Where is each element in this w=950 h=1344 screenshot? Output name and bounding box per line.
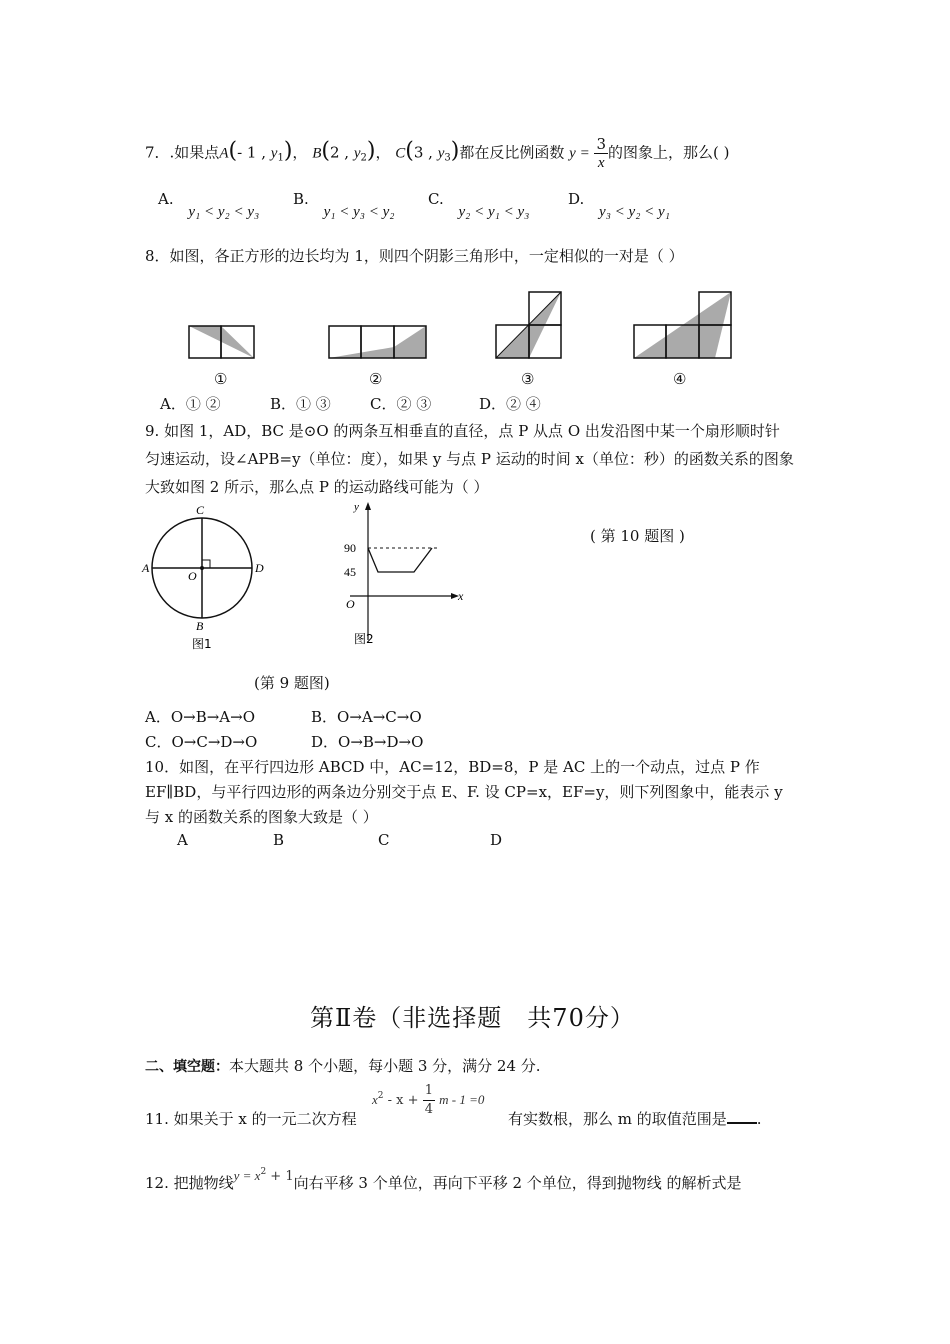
q9-figure-2-graph bbox=[340, 500, 470, 650]
q9-figure-1-circle bbox=[140, 500, 275, 655]
section-2-header bbox=[145, 1055, 541, 1076]
q9-label-c: C bbox=[196, 503, 205, 517]
q7-sub1: 1 bbox=[277, 152, 284, 164]
q7-option-a-expr: y₁ < y₂ < y₃ bbox=[188, 204, 260, 220]
q7-option-b-label: B. bbox=[293, 190, 309, 208]
q9-tick-45: 45 bbox=[344, 565, 356, 579]
q10-figure-caption: ( 第 10 题图 ) bbox=[590, 527, 685, 545]
q8-option-a: A．① ② bbox=[160, 395, 221, 413]
q7-y3: y bbox=[437, 145, 445, 162]
q9-figure-caption: (第 9 题图) bbox=[254, 674, 330, 692]
q12-eq: y = x bbox=[233, 1168, 261, 1183]
q7-option-b bbox=[293, 190, 395, 220]
q11-suffix-text: 有实数根，那么 m 的取值范围是 bbox=[508, 1110, 727, 1128]
q8-option-d: D．② ④ bbox=[479, 395, 541, 413]
part-2-title: 第Ⅱ卷（非选择题 共70分） bbox=[310, 1004, 635, 1032]
q11-suffix bbox=[508, 1108, 762, 1129]
q9-label-d: D bbox=[255, 561, 264, 575]
q7-option-d-label: D. bbox=[568, 190, 585, 208]
q7-c-x: 3 bbox=[413, 143, 424, 162]
q12-suffix: 向右平移 3 个单位，再向下平移 2 个单位，得到抛物线 的解析式是 bbox=[293, 1174, 742, 1192]
q7-y1: y bbox=[270, 145, 278, 162]
q11-prefix: 11. 如果关于 x 的一元二次方程 bbox=[145, 1110, 357, 1128]
q9-fig2-caption: 图2 bbox=[354, 632, 374, 646]
q11-eq-x: x bbox=[372, 1092, 378, 1107]
q7-b-x: 2 bbox=[329, 143, 340, 162]
q11-eq-den: 4 bbox=[424, 1102, 433, 1117]
q7-fn-den: x bbox=[597, 155, 605, 171]
q9-tick-90: 90 bbox=[344, 541, 356, 555]
q7-option-c-expr: y₂ < y₁ < y₃ bbox=[458, 204, 530, 220]
q7-option-d-expr: y₃ < y₂ < y₁ bbox=[599, 204, 670, 220]
q7-mid: 都在反比例函数 bbox=[459, 143, 565, 162]
q10-line-2: EF∥BD，与平行四边形的两条边分别交于点 E、F. 设 CP=x，EF=y，则下列图象中，能表示 y bbox=[145, 783, 783, 801]
q10-line-3: 与 x 的函数关系的图象大致是（ ） bbox=[145, 808, 378, 826]
q7-option-c-label: C. bbox=[428, 190, 444, 208]
q10-option-a: A bbox=[177, 831, 188, 849]
q10-option-c: C bbox=[378, 831, 390, 849]
q9-label-b: B bbox=[196, 619, 204, 633]
q8-option-b: B．① ③ bbox=[270, 395, 331, 413]
q9-label-o: O bbox=[188, 569, 197, 583]
q7-fn-num: 3 bbox=[596, 135, 607, 153]
q9-label-a: A bbox=[142, 561, 150, 575]
q9-graph-line bbox=[368, 548, 432, 572]
q7-a-x: - 1 bbox=[237, 143, 257, 162]
q7-option-b-expr: y₁ < y₃ < y₂ bbox=[323, 204, 395, 220]
q8-figure-4 bbox=[633, 291, 733, 359]
section-2-bold: 二、填空题： bbox=[145, 1059, 229, 1075]
q9-line-3: 大致如图 2 所示，那么点 P 的运动路线可能为（ ） bbox=[145, 478, 489, 496]
q9-y-label: y bbox=[354, 501, 359, 513]
q7-fraction bbox=[594, 135, 608, 172]
q7-fn-y: y = bbox=[569, 145, 590, 162]
q10-line-1: 10．如图，在平行四边形 ABCD 中，AC=12，BD=8，P 是 AC 上的一个动点，过点 P 作 bbox=[145, 758, 760, 776]
q7-point-c: C bbox=[395, 145, 406, 162]
q11-end: . bbox=[756, 1110, 762, 1128]
q7-point-a: A bbox=[219, 145, 229, 162]
q9-option-a: A．O→B→A→O bbox=[145, 708, 255, 726]
q9-option-c: C．O→C→D→O bbox=[145, 733, 258, 751]
q8-text: 8．如图，各正方形的边长均为 1，则四个阴影三角形中，一定相似的一对是（ ） bbox=[145, 247, 684, 265]
q8-fig-label-3: ③ bbox=[521, 370, 535, 388]
q11-eq-right: m - 1 =0 bbox=[439, 1092, 485, 1107]
q9-line-2: 匀速运动，设∠APB=y（单位：度），如果 y 与点 P 运动的时间 x（单位：秒）的函数关系的图象 bbox=[145, 450, 794, 468]
q7-suffix: 的图象上，那么( ) bbox=[608, 143, 730, 162]
q12-line: 12. 把抛物线$y = x^2 + 1$向右平移 3 个单位，再向下平移 2 个单位，得到抛物线 的解析式是 bbox=[145, 1167, 742, 1192]
q9-line-1: 9. 如图 1，AD，BC 是⊙O 的两条互相垂直的直径，点 P 从点 O 出发沿图中某一个扇形顺时针 bbox=[145, 422, 780, 440]
q7-option-d bbox=[568, 190, 670, 220]
q7-sub2: 2 bbox=[360, 152, 367, 164]
q11-answer-blank[interactable] bbox=[727, 1110, 757, 1124]
q7-sub3: 3 bbox=[444, 152, 451, 164]
q8-fig2-shaded-triangle bbox=[329, 326, 426, 358]
q11-eq-mid: - x + bbox=[387, 1093, 419, 1108]
q8-fig-label-2: ② bbox=[369, 370, 383, 388]
q8-fig-label-1: ① bbox=[214, 370, 228, 388]
q8-figure-3 bbox=[495, 291, 563, 359]
q11-eq-fraction bbox=[423, 1082, 435, 1119]
question-7: 7．.如果点A(- 1 , $y_1$)， B(2 , $y_2$)， C(3 , $y_3$)都在反比例函数 y = $\frac{3}{x}$ 的图象上，那么( ) bbox=[145, 135, 730, 171]
q9-fig1-caption: 图1 bbox=[192, 637, 212, 651]
q8-fig-label-4: ④ bbox=[673, 370, 687, 388]
q8-figure-2 bbox=[328, 325, 428, 359]
q8-figure-1 bbox=[188, 325, 256, 359]
q10-option-b: B bbox=[273, 831, 285, 849]
q7-prefix: 7．.如果点 bbox=[145, 143, 220, 162]
q7-point-b: B bbox=[312, 145, 322, 162]
q12-prefix: 12. 把抛物线 bbox=[145, 1174, 234, 1192]
q9-option-d: D．O→B→D→O bbox=[311, 733, 424, 751]
q11-eq-num: 1 bbox=[423, 1082, 435, 1101]
section-2-text: 本大题共 8 个小题，每小题 3 分，满分 24 分. bbox=[229, 1057, 541, 1075]
q7-option-c bbox=[428, 190, 530, 220]
q10-option-d: D bbox=[490, 831, 503, 849]
q8-option-c: C．② ③ bbox=[370, 395, 432, 413]
q9-x-label: x bbox=[458, 589, 464, 603]
q9-origin-label: O bbox=[346, 597, 355, 611]
q9-option-b: B．O→A→C→O bbox=[311, 708, 422, 726]
q11-equation: $x^2$ - x + $\frac{1}{4}$ m - 1 =0 bbox=[372, 1083, 485, 1117]
q7-y2: y bbox=[353, 145, 361, 162]
q7-option-a bbox=[158, 190, 260, 220]
q12-eq-tail: + 1 bbox=[266, 1169, 294, 1184]
q7-option-a-label: A. bbox=[158, 190, 174, 208]
